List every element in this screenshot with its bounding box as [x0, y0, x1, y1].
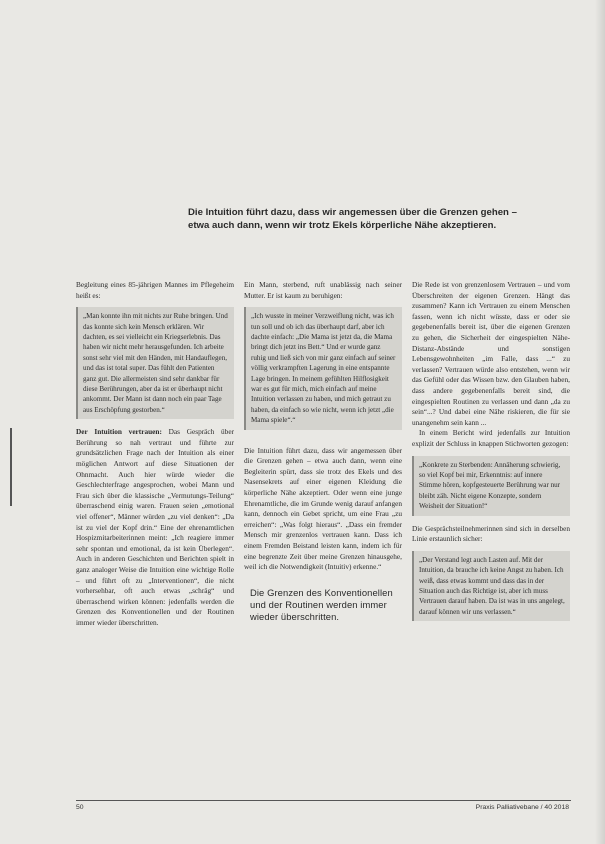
quote-4-text: „Der Verstand legt auch Lasten auf. Mit der Intuition, da brauche ich keine Angst zu haben. Ich weiß, dass etwas kommt und dass das in der Situation auch das Richtige ist, aber ich muss Vertrauen darauf haben. Da ist was in uns angelegt, darauf können wir uns verlassen.“ [419, 555, 565, 616]
headline: Die Intuition führt dazu, dass wir angemessen über die Grenzen gehen – etwa auch dann, wenn wir trotz Ekels körperliche Nähe akzeptieren. [188, 207, 517, 231]
pull-quote: Die Grenzen des Konventionellen und der Routinen werden immer wieder überschritten. [250, 586, 393, 622]
column-2-text: Die Intuition führt dazu, dass wir angemessen über die Grenzen gehen – etwa auch dann, wenn eine Begleiterin spürt, dass sie trotz des Ekels und des Nasensekrets auf einer eigenen Kleidung die körperliche Nähe akzeptiert. Oder wenn eine junge Ehrenamtliche, die im Grunde wenig darauf anfangen kann, dennoch ein Gebet spricht, um eine Frau „zu erreichen“: „Was folgt hieraus“. „Dass ein fremder Mensch mir grenzenlos vertrauen kann. Dass ich einem Fremden Beistand leisten kann, indem ich für eine begrenzte Zeit über meine Grenzen hinausgehe, weil ich die Notwendigkeit (Intuitiv) erkenne.“ [244, 445, 402, 572]
quote-1-text: „Man konnte ihn mit nichts zur Ruhe bringen. Und das konnte sich kein Mensch erklären. Wir dachten, es sei vielleicht ein Kriegserlebnis. Das haben wir nicht mehr herausgefunden. Ich arbeite sonst sehr viel mit den Händen, mit Handauflegen, und das ist total super. Das fühlt den Patienten ganz gut. Die allermeisten sind sehr dankbar für diese Berührungen, aber da ist er überhaupt nicht ankommt. Der Mann ist dann noch ein paar Tage aus Erschöpfung gestorben.“ [83, 312, 228, 414]
spacer [244, 438, 402, 446]
quote-box-3 [412, 456, 570, 516]
journal-info: Praxis Palliativebane / 40 2018 [475, 804, 569, 811]
page-number: 50 [76, 804, 84, 811]
column-3-text-2: In einem Bericht wird jedenfalls zur Intuition explizit der Schluss in knappen Stichworten gezogen: [412, 428, 570, 448]
column-2-intro: Ein Mann, sterbend, ruft unablässig nach seiner Mutter. Er ist kaum zu beruhigen: [244, 280, 402, 300]
quote-3-text: „Konkrete zu Sterbenden: Annäherung schwierig, so viel Kopf bei mir, Erkenntnis: auf innere Stimme hören, kopfgesteuerte Berührung war nur bleibt zäh. Nicht eigene Konzepte, sondern Weisheit der Situation!“ [419, 460, 561, 511]
text-column-3 [412, 280, 570, 629]
text-column-2 [244, 280, 402, 623]
section-text: Das Gespräch über Berührung so nah vertraut und führte zur grundsätzlichen Frage nach der Intuition als einer möglichen Antwort auf diese Situationen der Ohnmacht. Auch hier würde wieder die Geschlechterfrage angesprochen, wobei Mann und Frau sich über die klassische „Vermutungs-Teilung“ überraschend einig waren. Frauen seien „emotional viel offener“, Männer würden „zu viel denken“: „Da ist zu viel der Kopf drin.“ Eine der ehrenamtlichen Hospizmitarbeiterinnen meint: „Ich reagiere immer sehr spontan und emotional, da ist kein Überlegen“. Auch in anderen Geschichten und Berichten spielt in ganz analoger Weise die Intuition eine wichtige Rolle – und führt oft zu „Interventionen“, die nicht vorhersehbar, oft auch etwas „schräg“ und überraschend wirken können: jedenfalls werden die Grenzen des Konventionellen und der Routinen immer wieder überschritten. [76, 427, 235, 627]
column-1-intro: Begleitung eines 85-jährigen Mannes im Pflegeheim heißt es: [76, 280, 234, 300]
page-edge-shadow [595, 0, 605, 844]
text-column-1 [76, 280, 234, 629]
quote-box-4 [412, 551, 570, 621]
section-lead: Der Intuition vertrauen: [76, 427, 162, 437]
quote-box-2 [244, 307, 402, 429]
column-3-text-3: Die Gesprächsteilnehmerinnen sind sich in derselben Linie erstaunlich sicher: [412, 523, 570, 544]
footer-rule [76, 800, 571, 801]
quote-2-text: „Ich wusste in meiner Verzweiflung nicht, was ich tun soll und ob ich das überhaupt darf, aber ich dachte einfach: „Die Mama ist jetzt da, die Mama bringt dich jetzt ins Bett.“ Und er wurde ganz ruhig und ließ sich von mir ganz einfach auf seiner völlig verkrampften Lagerung in eine entspannte Lage bringen. In meinem gefühlten Hilflosigkeit war es gut für mich, mich einfach auf meine Intuition verlassen zu haben, und mich getraut zu haben, da einfach so wie nicht, wenn ich jetzt „die Mama spiele“.“ [251, 312, 396, 425]
column-3-text-1: Die Rede ist von grenzenlosem Vertrauen – und vom Überschreiten der eigenen Grenzen. Hängt das zusammen? Kann ich Vertrauen zu einem Menschen fassen, wenn ich nicht wüsste, dass er oder sie gegebenenfalls bereit ist, über die eigenen Grenzen zu gehen, die Sicherheit der eingespielten Nähe-Distanz-Abstände und sonstigen Lebensgewohnheiten „im Falle, dass ...“ zu verlassen? Vertrauen würde also entstehen, wenn wir das Gefühl oder das Wissen bzw. den Glauben haben, dass andere gegebenenfalls bereit sind, die eingespielten Routinen zu verlassen und dann „da zu sein“...? Und dabei eine Nähe riskieren, die für sie unangenehm sein kann ... [412, 280, 570, 427]
column-1-section [76, 427, 234, 628]
quote-box-1 [76, 307, 234, 419]
margin-rule [10, 428, 12, 506]
